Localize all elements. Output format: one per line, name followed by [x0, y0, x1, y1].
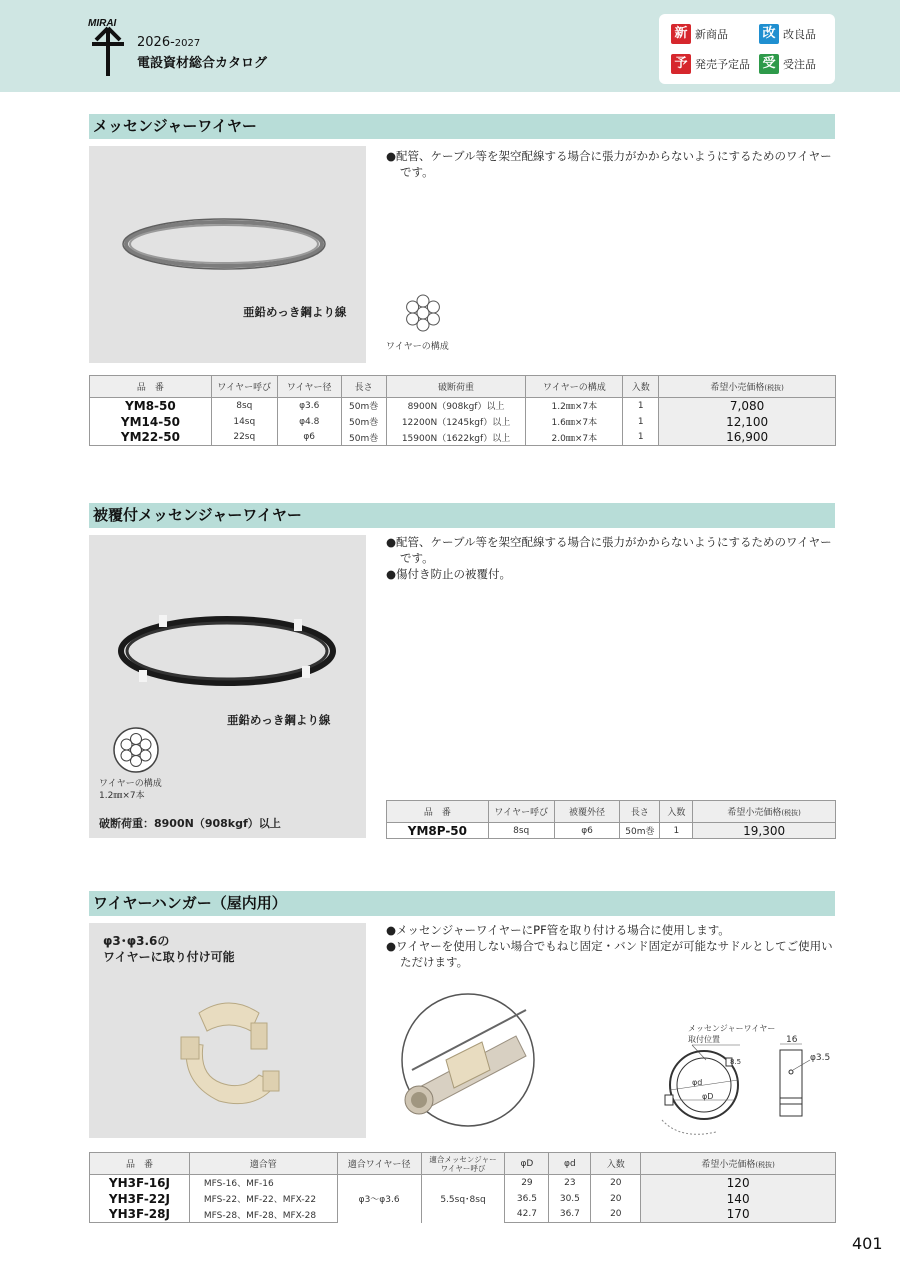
spec-table-messenger-wire	[89, 375, 836, 446]
page-number: 401	[852, 1234, 883, 1253]
product-legend	[659, 14, 835, 84]
photo-caption: 亜鉛めっき鋼より線	[227, 713, 331, 727]
svg-text:8.5: 8.5	[730, 1058, 742, 1066]
legend-new: 新 新商品	[671, 24, 728, 44]
planned-badge-icon: 予	[671, 54, 691, 74]
section2-description: ●配管、ケーブル等を架空配線する場合に張力がかからないようにするためのワイヤーです。 ●傷付き防止の被覆付。	[386, 535, 832, 581]
logo-text: MIRAI	[88, 18, 117, 29]
wire-strand-diagram-icon	[402, 292, 444, 334]
page-header	[0, 0, 900, 92]
table-header-row: 品 番 適合管 適合ワイヤー径 適合メッセンジャー ワイヤー呼び φD φd 入数 希望小売価格(税抜)	[90, 1153, 836, 1175]
new-badge-icon: 新	[671, 24, 691, 44]
svg-text:φd: φd	[692, 1078, 703, 1087]
table-header-row: 品 番 ワイヤー呼び ワイヤー径 長さ 破断荷重 ワイヤーの構成 入数 希望小売価格(税抜)	[90, 376, 836, 398]
photo-caption: 亜鉛めっき鋼より線	[243, 305, 347, 319]
table-row: YM22-50 22sq φ6 50m巻 15900N（1622kgf）以上 2.0㎜×7本 1 16,900	[90, 430, 836, 446]
wire-coil-image	[89, 146, 366, 363]
section1-description: ●配管、ケーブル等を架空配線する場合に張力がかからないようにするためのワイヤーです。	[386, 149, 832, 179]
section-title-messenger-wire: メッセンジャーワイヤー	[89, 114, 835, 139]
svg-text:取付位置: 取付位置	[688, 1035, 720, 1044]
legend-order: 受 受注品	[759, 54, 816, 74]
compatibility-note: φ3･φ3.6の ワイヤーに取り付け可能	[103, 934, 235, 964]
catalog-title: 電設資材総合カタログ	[137, 56, 268, 71]
product-photo-coated-wire	[89, 535, 366, 838]
coated-strand-diagram-icon	[111, 725, 161, 775]
catalog-year: 2026-2027	[137, 35, 201, 50]
section-title-coated-messenger-wire: 被覆付メッセンジャーワイヤー	[89, 503, 835, 528]
spec-table-coated-wire	[386, 800, 836, 839]
hanger-image	[159, 983, 299, 1123]
order-badge-icon: 受	[759, 54, 779, 74]
black-wire-coil-image	[89, 535, 366, 735]
table-row: YH3F-22J MFS-22、MF-22、MFX-22 36.5 30.5 20 140	[90, 1191, 836, 1207]
mirai-logo	[88, 14, 128, 80]
improved-badge-icon: 改	[759, 24, 779, 44]
svg-text:16: 16	[786, 1035, 798, 1045]
section-title-wire-hanger: ワイヤーハンガー（屋内用）	[89, 891, 835, 916]
table-row: YH3F-16J MFS-16、MF-16 φ3～φ3.6 5.5sq･8sq 29 23 20 120	[90, 1175, 836, 1191]
table-row: YM14-50 14sq φ4.8 50m巻 12200N（1245kgf）以上 1.6㎜×7本 1 12,100	[90, 414, 836, 430]
spec-table-wire-hanger	[89, 1152, 836, 1223]
legend-improved: 改 改良品	[759, 24, 816, 44]
table-row: YH3F-28J MFS-28、MF-28、MFX-28 42.7 36.7 20 170	[90, 1207, 836, 1223]
table-header-row: 品 番 ワイヤー呼び 被覆外径 長さ 入数 希望小売価格(税抜)	[387, 801, 836, 823]
svg-text:φD: φD	[702, 1092, 714, 1101]
table-row: YM8-50 8sq φ3.6 50m巻 8900N（908kgf）以上 1.2㎜×7本 1 7,080	[90, 398, 836, 414]
section3-description: ●メッセンジャーワイヤーにPF管を取り付ける場合に使用します。 ●ワイヤーを使用しない場合でもねじ固定・バンド固定が可能なサドルとしてご使用いただけます。	[386, 923, 833, 969]
svg-text:φ3.5: φ3.5	[810, 1053, 831, 1063]
diagram-caption: ワイヤーの構成 1.2㎜×7本	[99, 779, 162, 801]
svg-text:メッセンジャーワイヤー: メッセンジャーワイヤー	[688, 1024, 776, 1033]
legend-planned: 予 発売予定品	[671, 54, 750, 74]
table-row: YM8P-50 8sq φ6 50m巻 1 19,300	[387, 823, 836, 839]
breaking-load-text: 破断荷重：8900N（908kgf）以上	[99, 817, 281, 830]
product-photo-hanger	[89, 923, 366, 1138]
product-photo-wire	[89, 146, 366, 363]
dimension-drawing	[650, 1020, 850, 1145]
diagram-caption: ワイヤーの構成	[386, 342, 449, 352]
pf-pipe-mounted-image	[386, 990, 551, 1130]
